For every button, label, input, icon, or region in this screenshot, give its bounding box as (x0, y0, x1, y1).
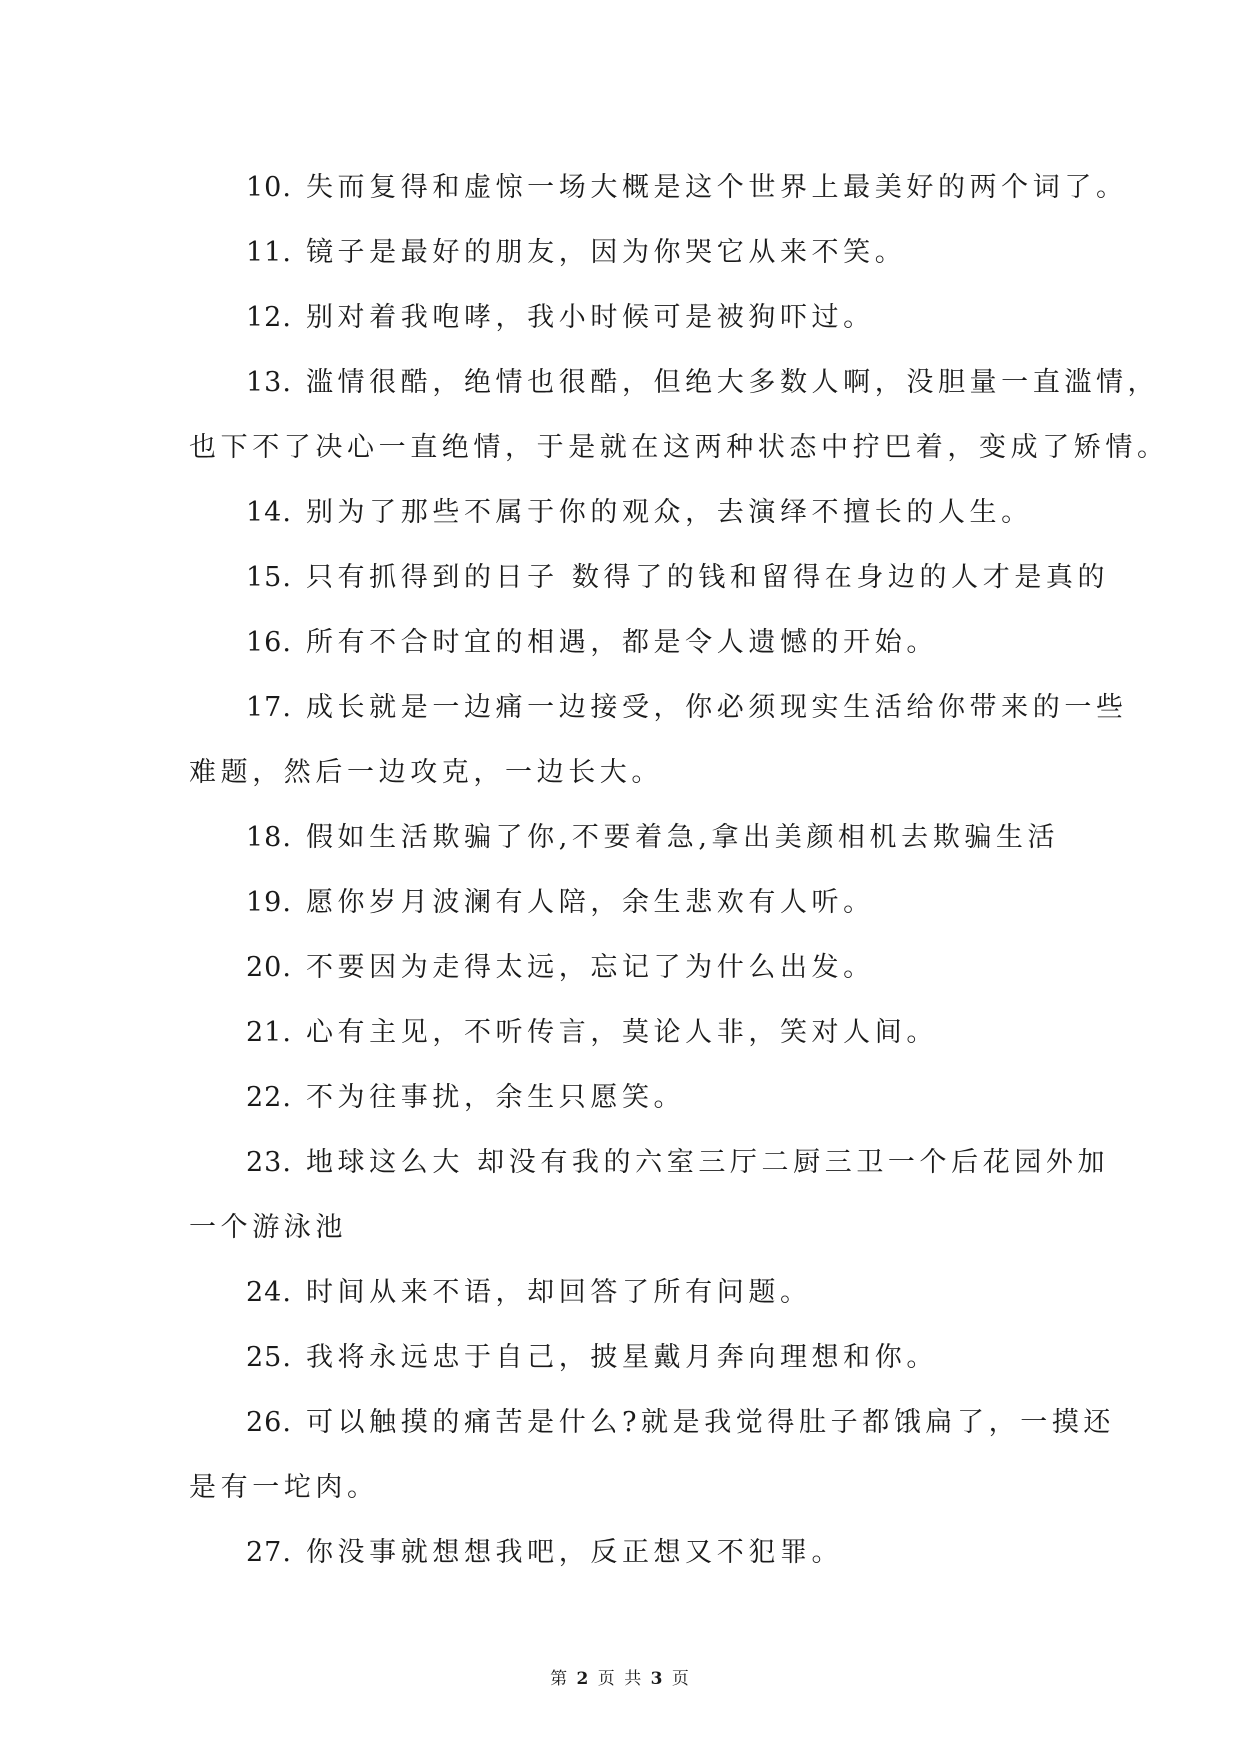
list-item-text: 镜子是最好的朋友，因为你哭它从来不笑。 (305, 237, 907, 268)
list-item-line (189, 675, 1128, 740)
list-item-text: 成长就是一边痛一边接受，你必须现实生活给你带来的一些 (305, 692, 1128, 723)
list-item-line (189, 870, 1059, 935)
list-item-text: 可以触摸的痛苦是什么?就是我觉得肚子都饿扁了，一摸还 (305, 1407, 1116, 1438)
list-item (189, 1325, 1059, 1390)
list-item-text: 滥情很酷，绝情也很酷，但绝大多数人啊，没胆量一直滥情， (305, 367, 1160, 398)
list-item-line (189, 545, 1110, 610)
list-item-number: 22. (246, 1082, 292, 1113)
list-item-continuation (189, 740, 1059, 805)
list-item-line (189, 1000, 1059, 1065)
page-footer (0, 1664, 1241, 1689)
list-item-text: 失而复得和虚惊一场大概是这个世界上最美好的两个词了。 (305, 172, 1128, 203)
list-item (189, 1065, 1059, 1130)
list-item-line (189, 285, 1059, 350)
list-item-text: 愿你岁月波澜有人陪，余生悲欢有人听。 (305, 887, 875, 918)
list-item (189, 285, 1059, 350)
list-item-line (189, 1390, 1116, 1455)
list-item (189, 220, 1059, 285)
footer-page-number: 2 (576, 1669, 591, 1689)
list-item-line (189, 1065, 1059, 1130)
list-item-text: 你没事就想想我吧，反正想又不犯罪。 (305, 1537, 844, 1568)
footer-prefix: 第 (550, 1669, 570, 1689)
footer-suffix: 页 (671, 1669, 691, 1689)
list-item-text: 不要因为走得太远，忘记了为什么出发。 (305, 952, 875, 983)
list-item-number: 13. (246, 367, 292, 398)
list-item-number: 27. (246, 1537, 292, 1568)
list-item (189, 610, 1059, 675)
list-item (189, 1130, 1110, 1260)
list-item-number: 21. (246, 1017, 292, 1048)
list-item (189, 1260, 1059, 1325)
list-item-number: 11. (246, 237, 292, 268)
list-item (189, 1520, 1059, 1585)
list-item-line (189, 480, 1059, 545)
footer-middle: 页 共 (597, 1669, 644, 1689)
list-item-line (189, 1325, 1059, 1390)
list-item-text: 一个游泳池 (189, 1212, 347, 1243)
list-item-number: 15. (246, 562, 292, 593)
list-item-text: 不为往事扰，余生只愿笑。 (305, 1082, 686, 1113)
list-item-line (189, 155, 1128, 220)
list-item (189, 545, 1110, 610)
list-item-text: 时间从来不语，却回答了所有问题。 (305, 1277, 812, 1308)
footer-total-pages: 3 (650, 1669, 665, 1689)
list-item-text: 别对着我咆哮，我小时候可是被狗吓过。 (305, 302, 875, 333)
list-item (189, 675, 1128, 805)
list-item-number: 23. (246, 1147, 292, 1178)
list-item-continuation (189, 1455, 1059, 1520)
list-item-text: 别为了那些不属于你的观众，去演绎不擅长的人生。 (305, 497, 1033, 528)
list-item-number: 19. (246, 887, 292, 918)
list-item-text: 也下不了决心一直绝情，于是就在这两种状态中拧巴着，变成了矫情。 (189, 432, 1169, 463)
list-item (189, 1000, 1059, 1065)
list-item-number: 25. (246, 1342, 292, 1373)
list-item-line (189, 610, 1059, 675)
list-item-line (189, 350, 1160, 415)
list-item-number: 18. (246, 822, 292, 853)
list-item (189, 805, 1059, 870)
list-item (189, 1390, 1116, 1520)
list-item (189, 155, 1128, 220)
list-item-continuation (189, 415, 1169, 480)
list-item-line (189, 1130, 1110, 1195)
list-item-number: 16. (246, 627, 292, 658)
list-item (189, 480, 1059, 545)
list-item-text: 只有抓得到的日子 数得了的钱和留得在身边的人才是真的 (305, 562, 1110, 593)
list-item-text: 我将永远忠于自己，披星戴月奔向理想和你。 (305, 1342, 938, 1373)
list-item-line (189, 220, 1059, 285)
list-item-number: 24. (246, 1277, 292, 1308)
list-item-text: 地球这么大 却没有我的六室三厅二厨三卫一个后花园外加 (305, 1147, 1110, 1178)
list-item-number: 20. (246, 952, 292, 983)
list-item-text: 是有一坨肉。 (189, 1472, 379, 1503)
list-item-number: 12. (246, 302, 292, 333)
list-item-continuation (189, 1195, 1059, 1260)
list-item-number: 26. (246, 1407, 292, 1438)
list-item-number: 10. (246, 172, 292, 203)
list-item-text: 所有不合时宜的相遇，都是令人遗憾的开始。 (305, 627, 938, 658)
list-item (189, 350, 1169, 480)
list-item-line (189, 805, 1059, 870)
list-item-line (189, 935, 1059, 1000)
list-item-text: 心有主见，不听传言，莫论人非，笑对人间。 (305, 1017, 938, 1048)
list-item-line (189, 1260, 1059, 1325)
list-item-number: 17. (246, 692, 292, 723)
list-item (189, 870, 1059, 935)
list-item-line (189, 1520, 1059, 1585)
list-item (189, 935, 1059, 1000)
list-item-text: 假如生活欺骗了你,不要着急,拿出美颜相机去欺骗生活 (305, 822, 1060, 853)
list-item-number: 14. (246, 497, 292, 528)
quote-list (189, 155, 1169, 1585)
list-item-text: 难题，然后一边攻克，一边长大。 (189, 757, 663, 788)
